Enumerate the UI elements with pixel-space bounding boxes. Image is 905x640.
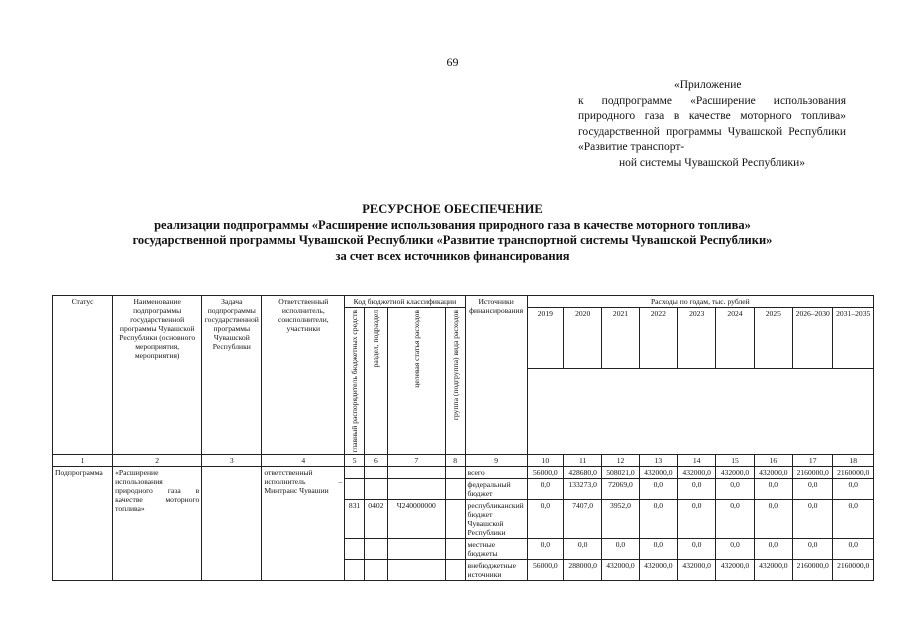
value-cell: 0,0: [639, 500, 677, 539]
code-target-cell: [387, 467, 445, 479]
value-cell: 0,0: [833, 539, 874, 560]
column-number: 11: [563, 455, 601, 467]
header-code-target: целевая статья расходов: [387, 308, 445, 455]
code-section-cell: [364, 467, 387, 479]
value-cell: 133273,0: [563, 479, 601, 500]
title-line-2: реализации подпрограммы «Расширение использования природного газа в качестве моторного топлива»: [154, 217, 751, 232]
value-cell: 0,0: [754, 479, 792, 500]
column-number: 3: [202, 455, 262, 467]
header-year: 2019: [527, 308, 563, 369]
value-cell: 0,0: [677, 500, 715, 539]
header-code-grbs: главный распорядитель бюджетных средств: [345, 308, 365, 455]
column-number: 1: [53, 455, 113, 467]
subprogram-name-cell: «Расширение использования природного газа в качестве моторного топлива»: [113, 467, 202, 581]
resource-table: [52, 295, 874, 581]
value-cell: 432000,0: [716, 560, 754, 581]
value-cell: 56000,0: [527, 560, 563, 581]
code-section-cell: [364, 539, 387, 560]
column-number: 5: [345, 455, 365, 467]
column-number: 8: [445, 455, 465, 467]
code-group-cell: [445, 560, 465, 581]
header-year: 2031–2035: [833, 308, 874, 369]
value-cell: 72069,0: [602, 479, 639, 500]
header-year: 2025: [754, 308, 792, 369]
column-number: 10: [527, 455, 563, 467]
code-grbs-cell: [345, 479, 365, 500]
column-number: 7: [387, 455, 445, 467]
code-group-cell: [445, 539, 465, 560]
title-line-1: РЕСУРСНОЕ ОБЕСПЕЧЕНИЕ: [362, 202, 543, 216]
value-cell: 0,0: [602, 539, 639, 560]
header-year: 2026–2030: [793, 308, 833, 369]
value-cell: 56000,0: [527, 467, 563, 479]
column-number: 6: [364, 455, 387, 467]
appendix-heading: «Приложение: [674, 79, 742, 91]
column-number: 2: [113, 455, 202, 467]
value-cell: 0,0: [527, 479, 563, 500]
value-cell: 0,0: [677, 479, 715, 500]
value-cell: 432000,0: [639, 467, 677, 479]
value-cell: 2160000,0: [833, 467, 874, 479]
column-number-row: [53, 455, 874, 467]
column-number: 14: [677, 455, 715, 467]
task-cell: [202, 467, 262, 581]
value-cell: 432000,0: [602, 560, 639, 581]
column-number: 18: [833, 455, 874, 467]
header-code-group: группа (подгруппа) вида расходов: [445, 308, 465, 455]
value-cell: 0,0: [754, 539, 792, 560]
value-cell: 0,0: [563, 539, 601, 560]
header-expenses: Расходы по годам, тыс. рублей: [527, 296, 873, 308]
value-cell: 0,0: [677, 539, 715, 560]
source-cell: внебюджетные источники: [465, 560, 527, 581]
code-section-cell: 0402: [364, 500, 387, 539]
code-target-cell: [387, 479, 445, 500]
value-cell: 0,0: [639, 539, 677, 560]
value-cell: 288000,0: [563, 560, 601, 581]
value-cell: 2160000,0: [833, 560, 874, 581]
document-title: [0, 202, 905, 264]
column-number: 13: [639, 455, 677, 467]
value-cell: 2160000,0: [793, 560, 833, 581]
header-year: 2023: [677, 308, 715, 369]
value-cell: 432000,0: [639, 560, 677, 581]
value-cell: 0,0: [639, 479, 677, 500]
code-section-cell: [364, 479, 387, 500]
value-cell: 428680,0: [563, 467, 601, 479]
status-cell: Подпрограмма: [53, 467, 113, 581]
header-executor: Ответственный исполнитель, соисполнители, участники: [262, 296, 345, 455]
value-cell: 0,0: [754, 500, 792, 539]
header-code-section: раздел, подраздел: [364, 308, 387, 455]
table-row: [53, 467, 874, 479]
column-number: 4: [262, 455, 345, 467]
code-target-cell: Ч240000000: [387, 500, 445, 539]
executor-cell: ответственный исполнитель – Минтранс Чувашии: [262, 467, 345, 581]
value-cell: 0,0: [527, 539, 563, 560]
appendix-note: [578, 78, 846, 172]
title-line-3: государственной программы Чувашской Республики «Развитие транспортной системы Чувашской Республики»: [132, 233, 773, 247]
header-task: Задача подпрограммы государственной программы Чувашской Республики: [202, 296, 262, 455]
value-cell: 432000,0: [677, 467, 715, 479]
value-cell: 432000,0: [754, 467, 792, 479]
appendix-body: к подпрограмме «Расширение использования природного газа в качестве моторного топлива» государственной программы Чувашской Республики «Развитие транспорт-: [578, 94, 846, 154]
code-group-cell: [445, 500, 465, 539]
code-section-cell: [364, 560, 387, 581]
column-number: 12: [602, 455, 639, 467]
value-cell: 3952,0: [602, 500, 639, 539]
page-number: 69: [446, 55, 459, 69]
header-source: Источники финансирования: [465, 296, 527, 455]
source-cell: всего: [465, 467, 527, 479]
value-cell: 432000,0: [716, 467, 754, 479]
header-budget-code: Код бюджетной классификации: [345, 296, 465, 308]
value-cell: 0,0: [793, 479, 833, 500]
header-name: Наименование подпрограммы государственной программы Чувашской Республики (основного мероприятия, мероприятия): [113, 296, 202, 455]
code-grbs-cell: [345, 539, 365, 560]
value-cell: 0,0: [527, 500, 563, 539]
code-target-cell: [387, 539, 445, 560]
code-target-cell: [387, 560, 445, 581]
value-cell: 508021,0: [602, 467, 639, 479]
column-number: 17: [793, 455, 833, 467]
value-cell: 432000,0: [754, 560, 792, 581]
header-year: 2022: [639, 308, 677, 369]
value-cell: 0,0: [716, 479, 754, 500]
value-cell: 0,0: [716, 539, 754, 560]
code-group-cell: [445, 467, 465, 479]
code-grbs-cell: [345, 560, 365, 581]
column-number: 16: [754, 455, 792, 467]
code-grbs-cell: 831: [345, 500, 365, 539]
header-year: 2020: [563, 308, 601, 369]
value-cell: 2160000,0: [793, 467, 833, 479]
value-cell: 0,0: [833, 500, 874, 539]
value-cell: 7407,0: [563, 500, 601, 539]
value-cell: 432000,0: [677, 560, 715, 581]
title-line-4: за счет всех источников финансирования: [335, 248, 570, 263]
header-status: Статус: [53, 296, 113, 455]
source-cell: местные бюджеты: [465, 539, 527, 560]
header-year: 2021: [602, 308, 639, 369]
source-cell: республиканский бюджет Чувашской Республики: [465, 500, 527, 539]
code-group-cell: [445, 479, 465, 500]
code-grbs-cell: [345, 467, 365, 479]
header-year-filler: [527, 369, 873, 455]
column-number: 9: [465, 455, 527, 467]
column-number: 15: [716, 455, 754, 467]
header-year: 2024: [716, 308, 754, 369]
source-cell: федеральный бюджет: [465, 479, 527, 500]
value-cell: 0,0: [793, 539, 833, 560]
appendix-last-line: ной системы Чувашской Республики»: [618, 156, 806, 169]
header-row-1: [53, 296, 874, 308]
value-cell: 0,0: [793, 500, 833, 539]
value-cell: 0,0: [833, 479, 874, 500]
value-cell: 0,0: [716, 500, 754, 539]
